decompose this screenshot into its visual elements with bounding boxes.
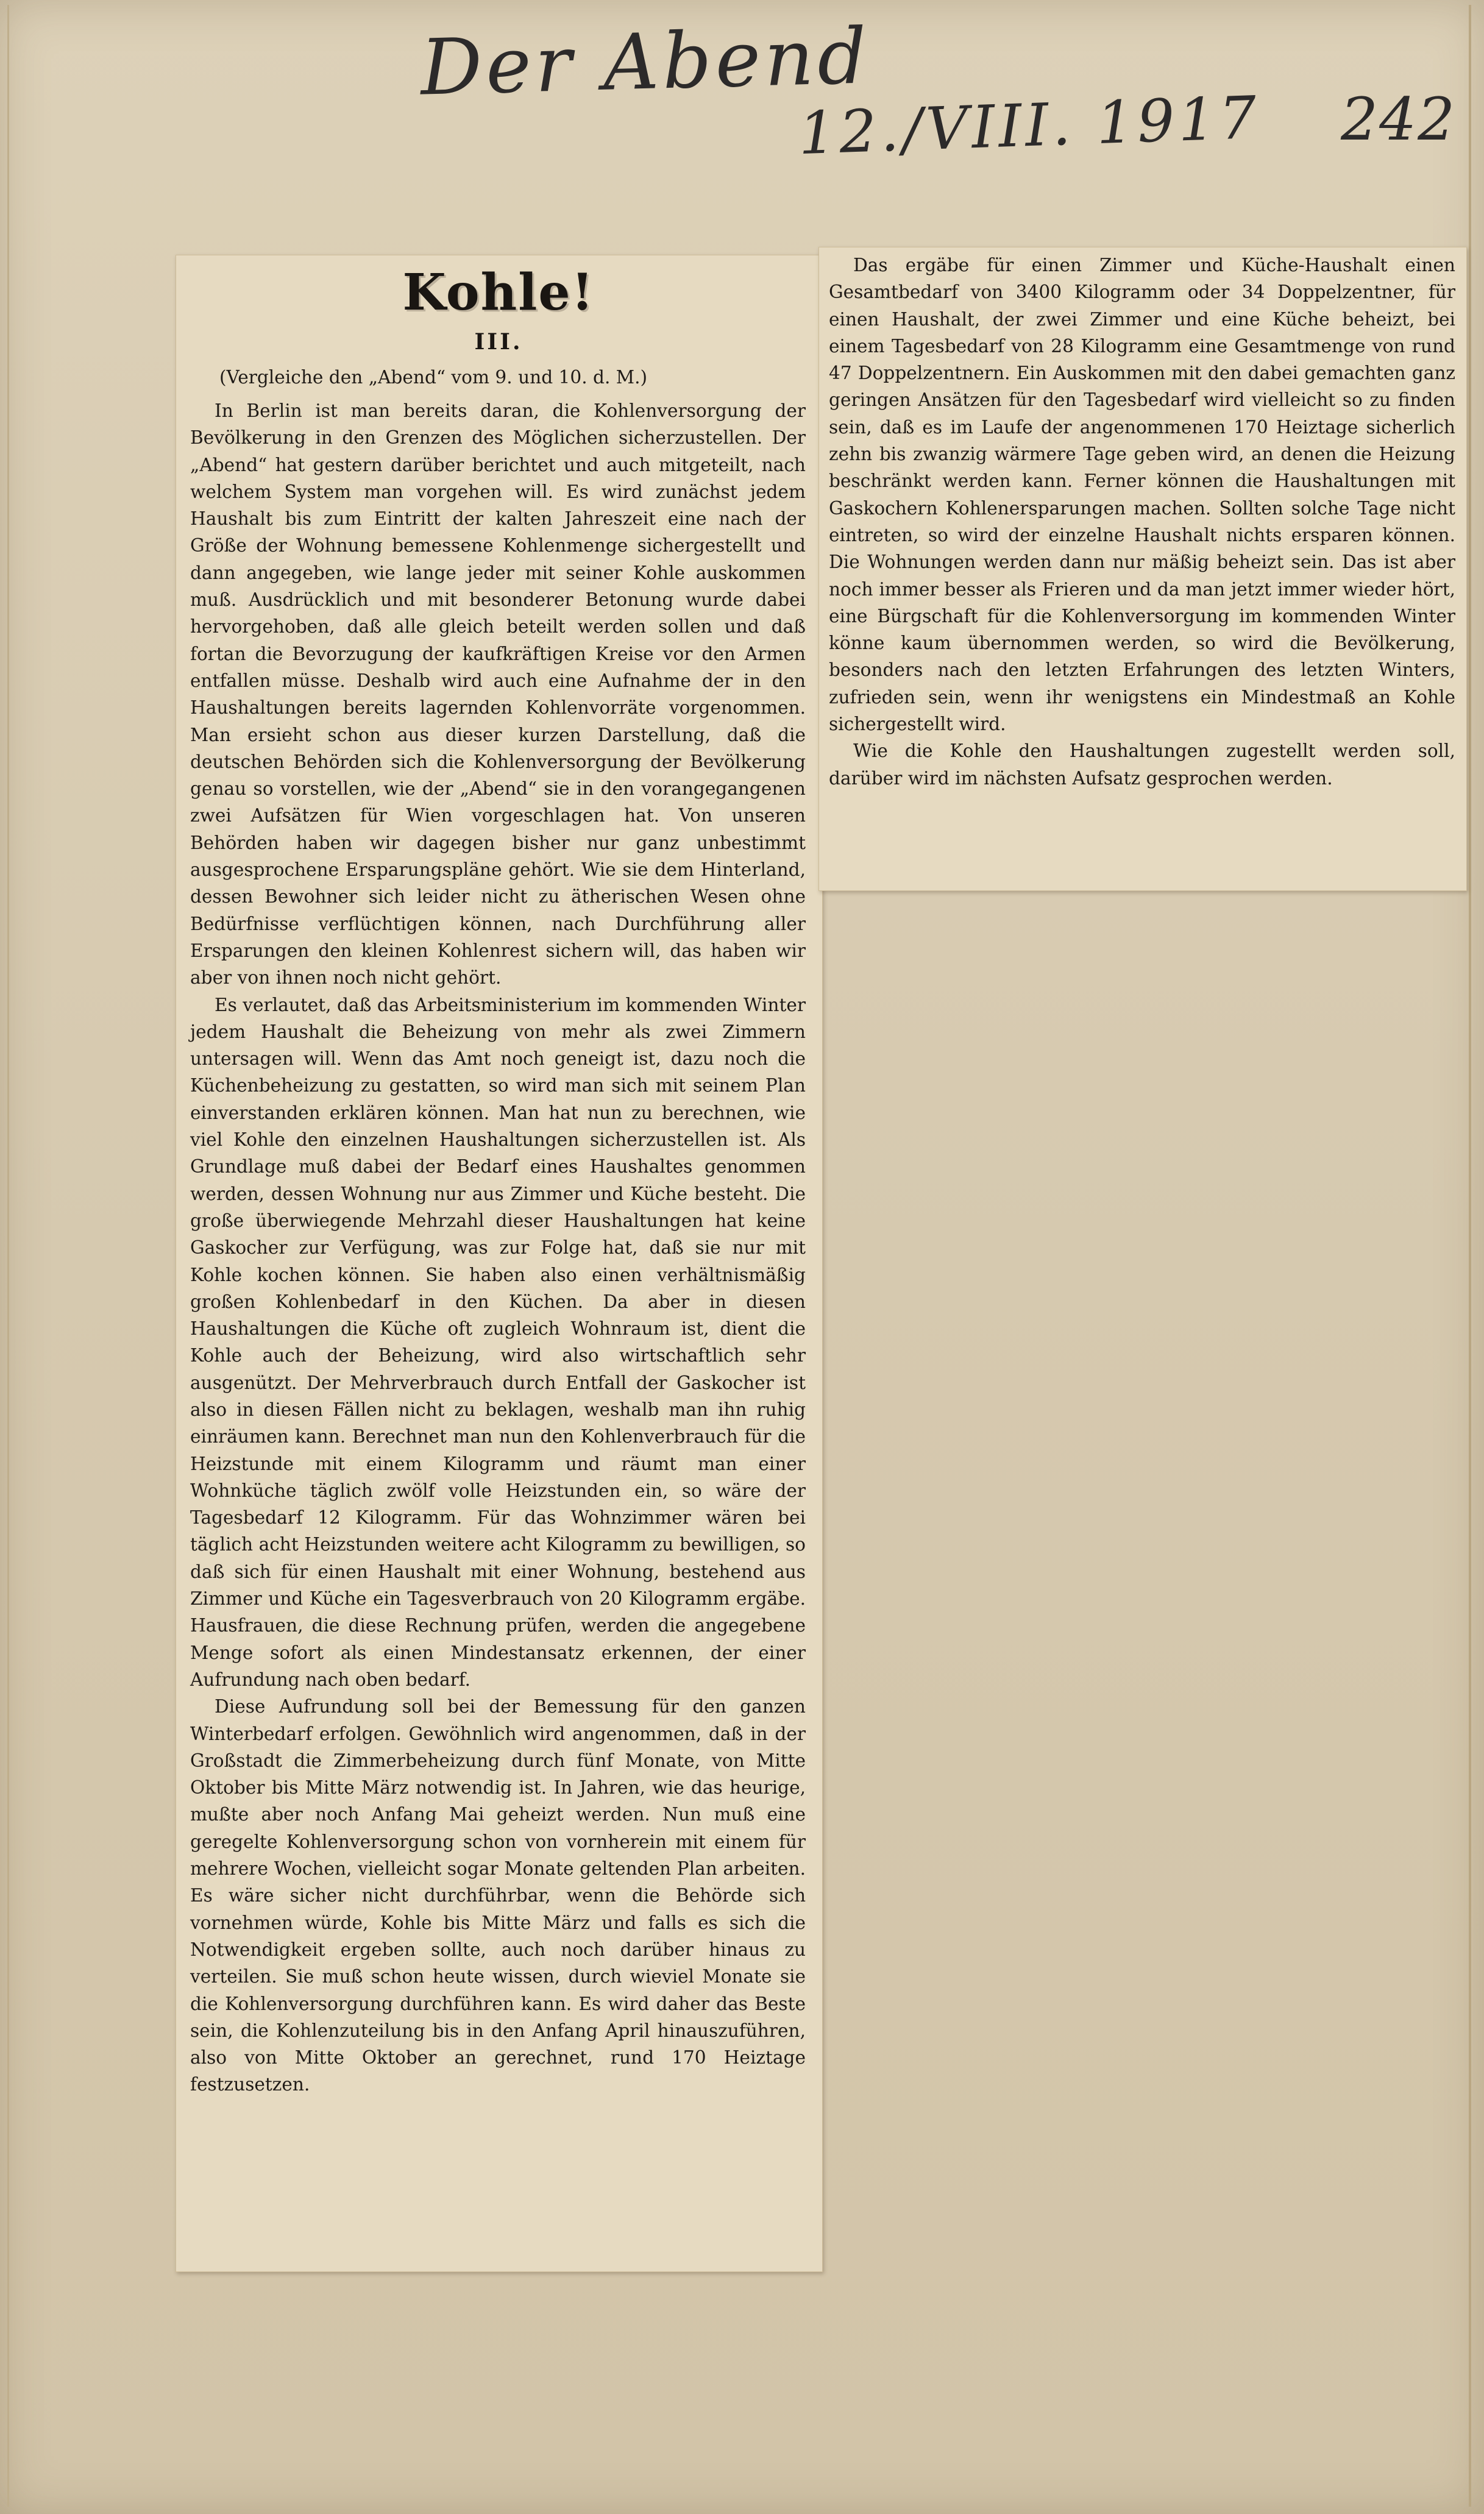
article-reference: (Vergleiche den „Abend“ vom 9. und 10. d. M.) bbox=[219, 367, 648, 388]
article-right-column bbox=[829, 252, 1455, 792]
article-part-number: III. bbox=[474, 329, 523, 355]
paragraph: In Berlin ist man bereits daran, die Kohlenversorgung der Bevölkerung in den Grenzen des Möglichen sicherzustellen. Der „Abend“ hat gestern darüber berichtet und auch mitgeteilt, nach welchem System man vorgehen will. Es wird zunächst jedem Haushalt bis zum Eintritt der kalten Jahreszeit eine nach der Größe der Wohnung bemessene Kohlenmenge sichergestellt und dann angegeben, wie lange jeder mit seiner Kohle auskommen muß. Ausdrücklich und mit besonderer Betonung wurde dabei hervorgehoben, daß alle gleich beteilt werden sollen und daß fortan die Bevorzugung der kaufkräftigen Kreise vor den Armen entfallen müsse. Deshalb wird auch eine Aufnahme der in den Haushaltungen bereits lagernden Kohlenvorräte vorgenommen. Man ersieht schon aus dieser kurzen Darstellung, daß die deutschen Behörden sich die Kohlenversorgung der Bevölkerung genau so vorstellen, wie der „Abend“ sie in den vorangegangenen zwei Aufsätzen für Wien vorgeschlagen hat. Von unseren Behörden haben wir dagegen bisher nur ganz unbestimmt ausgesprochene Ersparungspläne gehört. Wie sie dem Hinterland, dessen Bewohner sich leider nicht zu ätherischen Wesen ohne Bedürfnisse verflüchtigen können, nach Durchführung aller Ersparungen den kleinen Kohlenrest sichern will, das haben wir aber von ihnen noch nicht gehört. bbox=[190, 400, 806, 989]
paragraph: Es verlautet, daß das Arbeitsministerium im kommenden Winter jedem Haushalt die Beheizung von mehr als zwei Zimmern untersagen will. Wenn das Amt noch geneigt ist, dazu noch die Küchenbeheizung zu gestatten, so wird man sich mit seinem Plan einverstanden erklären können. Man hat nun zu berechnen, wie viel Kohle den einzelnen Haushaltungen sicherzustellen ist. Als Grundlage muß dabei der Bedarf eines Haushaltes genommen werden, dessen Wohnung nur aus Zimmer und Küche besteht. Die große überwiegende Mehrzahl dieser Haushaltungen hat keine Gaskocher zur Verfügung, was zur Folge hat, daß sie nur mit Kohle kochen können. Sie haben also einen verhältnismäßig großen Kohlenbedarf in den Küchen. Da aber in diesen Haushaltungen die Küche oft zugleich Wohnraum ist, dient die Kohle auch der Beheizung, wird also wirtschaftlich sehr ausgenützt. Der Mehrverbrauch durch Entfall der Gaskocher ist also in diesen Fällen nicht zu beklagen, weshalb man ihn ruhig einräumen kann. Berechnet man nun den Kohlenverbrauch für die Heizstunde mit einem Kilogramm und räumt man einer Wohnküche täglich zwölf volle Heizstunden ein, so wäre der Tagesbedarf 12 Kilogramm. Für das Wohnzimmer wären bei täglich acht Heizstunden weitere acht Kilogramm zu bewilligen, so daß sich für einen Haushalt mit einer Wohnung, bestehend aus Zimmer und Küche ein Tagesverbrauch von 20 Kilogramm ergäbe. Hausfrauen, die diese Rechnung prüfen, werden die angegebene Menge sofort als einen Mindestansatz erkennen, der einer Aufrundung nach oben bedarf. bbox=[190, 994, 806, 1690]
handwritten-date: 12./VIII. 1917 bbox=[797, 83, 1262, 168]
handwritten-page-number: 242 bbox=[1341, 85, 1457, 154]
article-left-column bbox=[190, 397, 806, 2098]
handwritten-newspaper-name: Der Abend bbox=[419, 11, 872, 113]
article-headline: Kohle! bbox=[402, 263, 595, 322]
paragraph: Wie die Kohle den Haushaltungen zugestellt werden soll, darüber wird im nächsten Aufsatz gesprochen werden. bbox=[829, 740, 1455, 789]
paragraph: Das ergäbe für einen Zimmer und Küche-Haushalt einen Gesamtbedarf von 3400 Kilogramm oder 34 Doppelzentner, für einen Haushalt, der zwei Zimmer und eine Küche beheizt, bei einem Tagesbedarf von 28 Kilogramm eine Gesamtmenge von rund 47 Doppelzentnern. Ein Auskommen mit den dabei gemachten ganz geringen Ansätzen für den Tagesbedarf wird vielleicht so zu finden sein, daß es im Laufe der angenommenen 170 Heiztage sicherlich zehn bis zwanzig wärmere Tage geben wird, an denen die Heizung beschränkt werden kann. Ferner können die Haushaltungen mit Gaskochern Kohlenersparungen machen. Sollten solche Tage nicht eintreten, so wird der einzelne Haushalt nichts ersparen können. Die Wohnungen werden dann nur mäßig beheizt sein. Das ist aber noch immer besser als Frieren und da man jetzt immer wieder hört, eine Bürgschaft für die Kohlenversorgung im kommenden Winter könne kaum übernommen werden, so wird die Bevölkerung, besonders nach den letzten Erfahrungen des letzten Winters, zufrieden sein, wenn ihr wenigstens ein Mindestmaß an Kohle sichergestellt wird. bbox=[829, 255, 1455, 735]
paragraph: Diese Aufrundung soll bei der Bemessung für den ganzen Winterbedarf erfolgen. Gewöhnlich wird angenommen, daß in der Großstadt die Zimmerbeheizung durch fünf Monate, von Mitte Oktober bis Mitte März notwendig ist. In Jahren, wie das heurige, mußte aber noch Anfang Mai geheizt werden. Nun muß eine geregelte Kohlenversorgung schon von vornherein mit einem für mehrere Wochen, vielleicht sogar Monate geltenden Plan arbeiten. Es wäre sicher nicht durchführbar, wenn die Behörde sich vornehmen würde, Kohle bis Mitte März und falls es sich die Notwendigkeit ergeben sollte, auch noch darüber hinaus zu verteilen. Sie muß schon heute wissen, durch wieviel Monate sie die Kohlenversorgung durchführen kann. Es wird daher das Beste sein, die Kohlenzuteilung bis in den Anfang April hinauszuführen, also von Mitte Oktober an gerechnet, rund 170 Heiztage festzusetzen. bbox=[190, 1696, 806, 2095]
